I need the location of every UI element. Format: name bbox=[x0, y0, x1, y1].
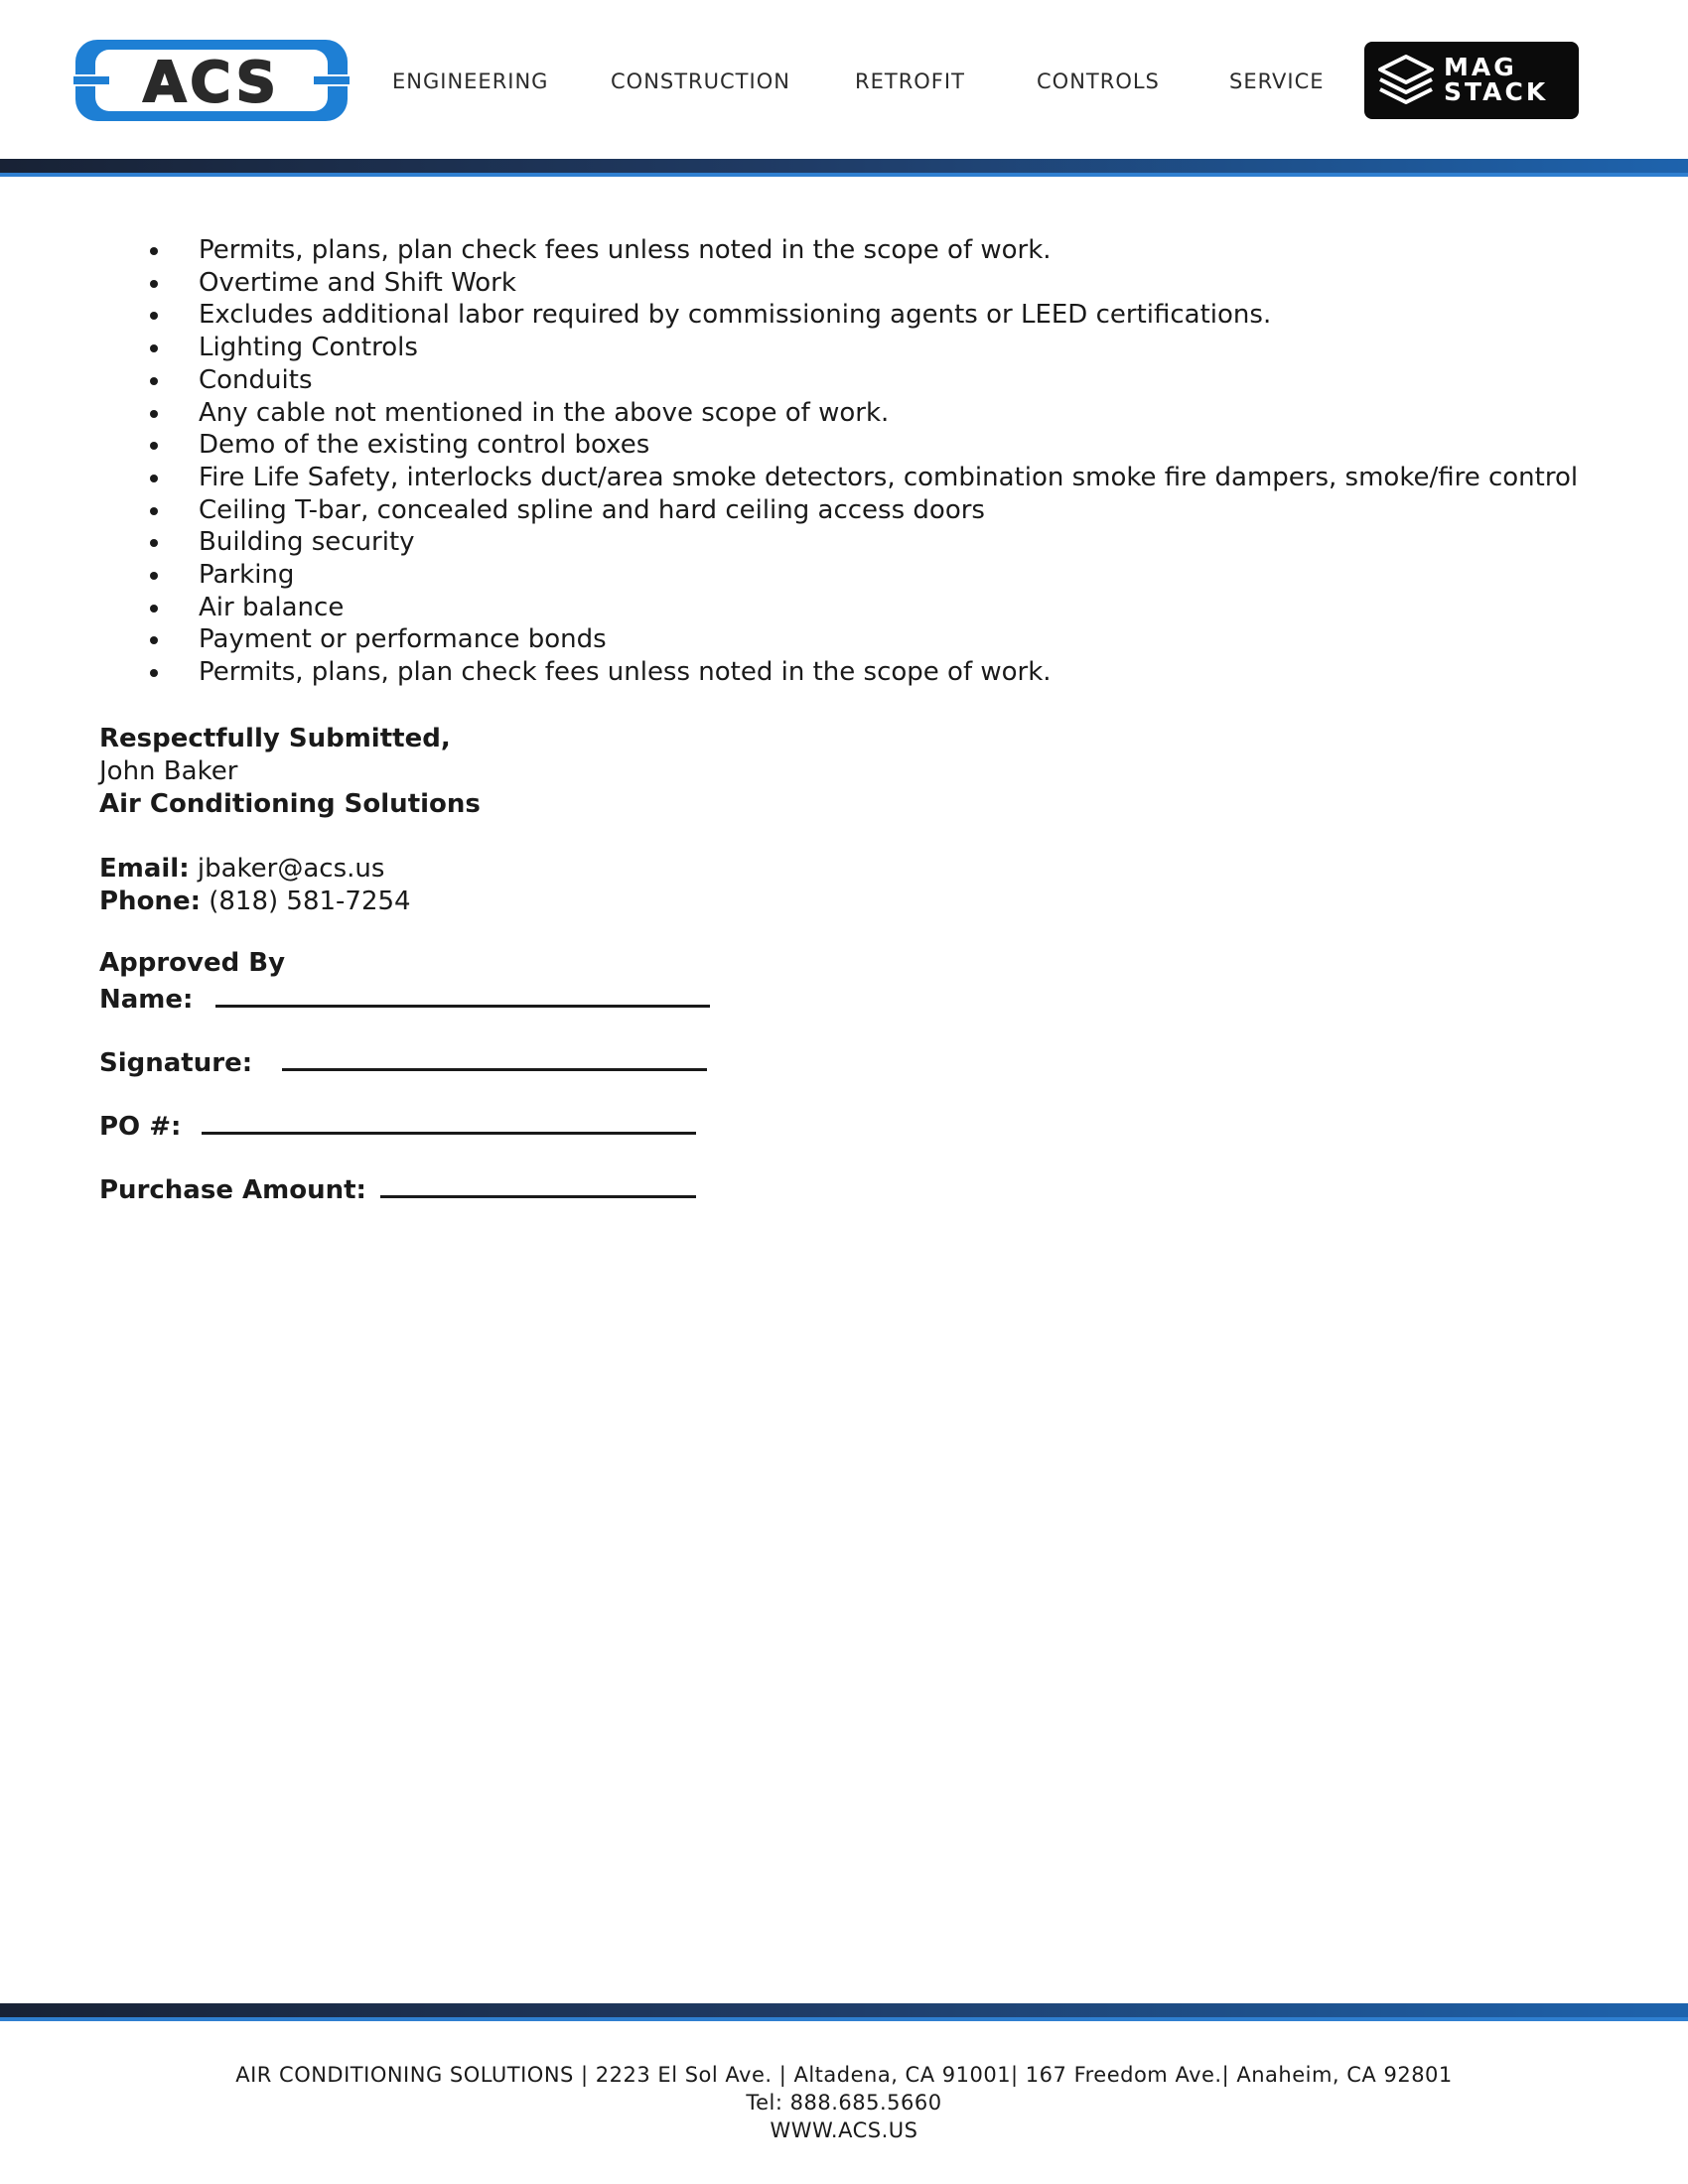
bullet-icon bbox=[150, 572, 158, 580]
list-item: Parking bbox=[141, 559, 1650, 592]
stack-icon bbox=[1376, 53, 1436, 108]
po-field[interactable] bbox=[202, 1106, 696, 1135]
bullet-icon bbox=[150, 636, 158, 644]
bullet-icon bbox=[150, 377, 158, 385]
nav-retrofit[interactable]: RETROFIT bbox=[855, 69, 965, 93]
magstack-line1: MAG bbox=[1444, 53, 1517, 81]
list-item: Any cable not mentioned in the above scope of work. bbox=[141, 397, 1650, 430]
signature-field[interactable] bbox=[282, 1042, 707, 1071]
po-row bbox=[99, 1106, 696, 1144]
acs-logo bbox=[73, 36, 350, 125]
list-item: Ceiling T-bar, concealed spline and hard ceiling access doors bbox=[141, 494, 1650, 527]
bullet-icon bbox=[150, 475, 158, 482]
magstack-wordmark bbox=[1444, 55, 1548, 104]
nav-service[interactable]: SERVICE bbox=[1229, 69, 1325, 93]
header-stripe bbox=[0, 159, 1688, 177]
approval-block bbox=[99, 948, 710, 1016]
bullet-icon bbox=[150, 344, 158, 352]
nav-construction[interactable]: CONSTRUCTION bbox=[611, 69, 790, 93]
submitted-block bbox=[99, 723, 481, 821]
list-item: Lighting Controls bbox=[141, 332, 1650, 364]
acs-logo-text: ACS bbox=[143, 51, 280, 115]
closing-text: Respectfully Submitted, bbox=[99, 724, 451, 753]
list-item: Payment or performance bonds bbox=[141, 623, 1650, 656]
phone-number: (818) 581-7254 bbox=[209, 887, 411, 916]
amount-field[interactable] bbox=[380, 1169, 696, 1198]
list-item: Air balance bbox=[141, 592, 1650, 624]
phone-label: Phone: bbox=[99, 887, 201, 916]
approval-heading: Approved By bbox=[99, 948, 286, 978]
email-label: Email: bbox=[99, 854, 190, 884]
list-item: Fire Life Safety, interlocks duct/area smoke detectors, combination smoke fire dampers, smoke/fire control bbox=[141, 462, 1650, 494]
bullet-icon bbox=[150, 312, 158, 320]
list-item: Demo of the existing control boxes bbox=[141, 429, 1650, 462]
list-item: Overtime and Shift Work bbox=[141, 267, 1650, 300]
contact-block bbox=[99, 853, 411, 918]
bullet-icon bbox=[150, 605, 158, 613]
po-label: PO #: bbox=[99, 1112, 182, 1142]
nav-engineering[interactable]: ENGINEERING bbox=[392, 69, 549, 93]
list-item: Permits, plans, plan check fees unless noted in the scope of work. bbox=[141, 656, 1650, 689]
company-name: Air Conditioning Solutions bbox=[99, 789, 481, 819]
bullet-icon bbox=[150, 442, 158, 450]
name-field[interactable] bbox=[215, 979, 710, 1008]
amount-row bbox=[99, 1169, 696, 1207]
footer-stripe bbox=[0, 2003, 1688, 2021]
bullet-icon bbox=[150, 539, 158, 547]
list-item: Building security bbox=[141, 526, 1650, 559]
list-item: Excludes additional labor required by commissioning agents or LEED certifications. bbox=[141, 299, 1650, 332]
bullet-icon bbox=[150, 507, 158, 515]
list-item: Permits, plans, plan check fees unless noted in the scope of work. bbox=[141, 234, 1650, 267]
nav-controls[interactable]: CONTROLS bbox=[1037, 69, 1160, 93]
footer-address: AIR CONDITIONING SOLUTIONS | 2223 El Sol Ave. | Altadena, CA 91001| 167 Freedom Ave.| Anaheim, CA 92801 bbox=[235, 2063, 1453, 2087]
submitter-name: John Baker bbox=[99, 756, 238, 786]
footer-website[interactable]: WWW.ACS.US bbox=[770, 2118, 918, 2142]
amount-label: Purchase Amount: bbox=[99, 1175, 366, 1205]
magstack-logo bbox=[1364, 42, 1579, 119]
list-item: Conduits bbox=[141, 364, 1650, 397]
signature-label: Signature: bbox=[99, 1048, 253, 1078]
bullet-icon bbox=[150, 410, 158, 418]
footer-tel: Tel: 888.685.5660 bbox=[746, 2091, 942, 2115]
bullet-icon bbox=[150, 247, 158, 255]
magstack-line2: STACK bbox=[1444, 77, 1549, 106]
bullet-icon bbox=[150, 280, 158, 288]
footer bbox=[0, 2061, 1688, 2144]
email-link[interactable]: jbaker@acs.us bbox=[197, 854, 385, 884]
bullet-icon bbox=[150, 669, 158, 677]
name-label: Name: bbox=[99, 985, 194, 1015]
signature-row bbox=[99, 1042, 707, 1080]
exclusions-list bbox=[141, 234, 1650, 689]
